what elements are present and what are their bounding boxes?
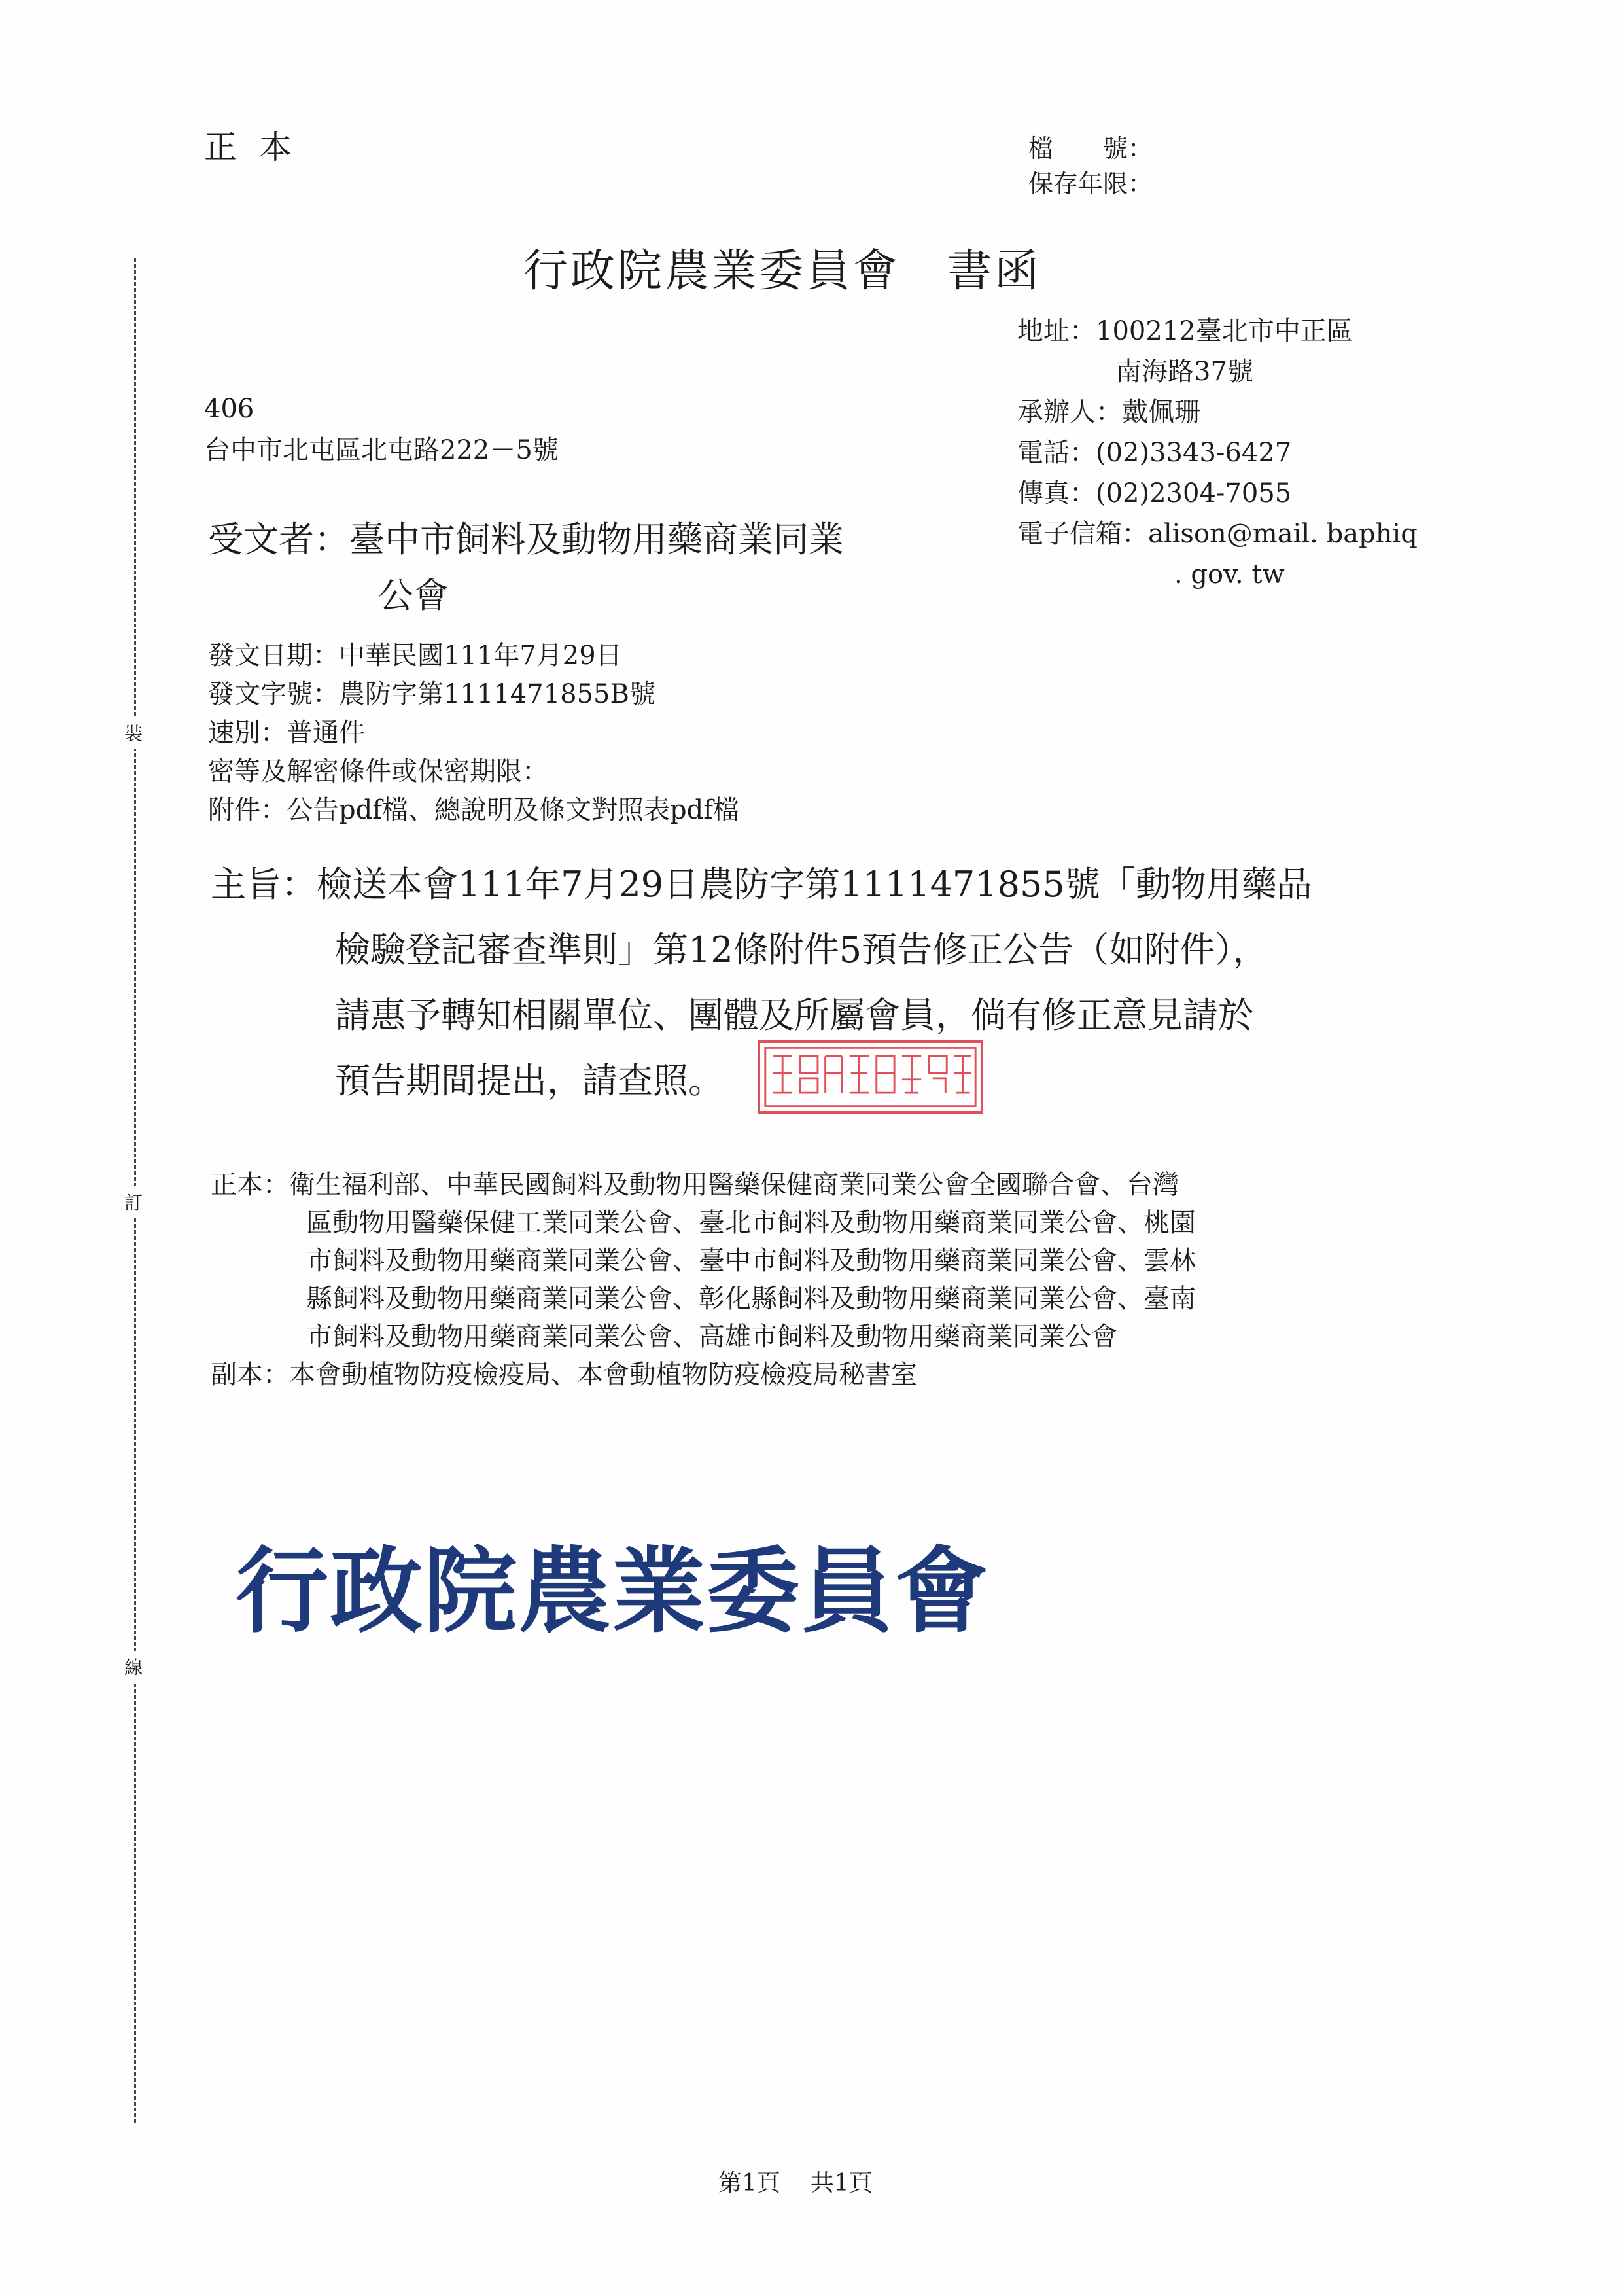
official-seal bbox=[758, 1040, 983, 1114]
binding-mark-ding: 訂 bbox=[124, 1186, 143, 1218]
document-info bbox=[208, 637, 739, 830]
distribution-block bbox=[211, 1166, 1196, 1394]
sender-contact-block bbox=[1017, 311, 1418, 595]
handler-label: 承辦人： bbox=[1017, 397, 1122, 427]
fax-number: (02)2304-7055 bbox=[1096, 478, 1292, 508]
copy-type-label: 正本 bbox=[204, 128, 314, 166]
secrecy-level: 密等及解密條件或保密期限： bbox=[208, 756, 548, 786]
email-label: 電子信箱： bbox=[1017, 519, 1148, 549]
document-title: 行政院農業委員會 書函 bbox=[523, 245, 1042, 297]
delivery-speed: 速別：普通件 bbox=[208, 718, 365, 748]
recipient-name-line-1: 臺中市飼料及動物用藥商業同業 bbox=[349, 519, 844, 560]
recipient-block bbox=[208, 512, 844, 624]
subject-line-4: 預告期間提出，請查照。 bbox=[335, 1060, 724, 1101]
original-recipients-line-3: 市飼料及動物用藥商業同業公會、臺中市飼料及動物用藥商業同業公會、雲林 bbox=[306, 1246, 1196, 1276]
subject-line-2: 檢驗登記審查準則」第12條附件5預告修正公告（如附件）， bbox=[335, 929, 1268, 970]
binding-mark-xian: 線 bbox=[124, 1651, 143, 1682]
address-line-1: 100212臺北市中正區 bbox=[1096, 316, 1353, 346]
subject-line-1: 檢送本會111年7月29日農防字第1111471855號「動物用藥品 bbox=[317, 864, 1312, 905]
issue-date: 發文日期：中華民國111年7月29日 bbox=[208, 641, 622, 671]
handler-name: 戴佩珊 bbox=[1122, 397, 1200, 427]
agency-name-stamp: 行政院農業委員會 bbox=[236, 1538, 989, 1646]
subject-line-3: 請惠予轉知相關單位、團體及所屬會員，倘有修正意見請於 bbox=[335, 995, 1253, 1036]
retention-label: 保存年限： bbox=[1028, 169, 1153, 198]
total-pages: 共1頁 bbox=[810, 2170, 873, 2197]
original-recipients-line-5: 市飼料及動物用藥商業同業公會、高雄市飼料及動物用藥商業同業公會 bbox=[306, 1322, 1117, 1352]
email-line-1: alison@mail. baphiq bbox=[1148, 519, 1418, 549]
phone-label: 電話： bbox=[1017, 438, 1096, 468]
document-number: 發文字號：農防字第1111471855B號 bbox=[208, 679, 655, 709]
subject-label: 主旨： bbox=[211, 864, 317, 905]
recipient-name-line-2: 公會 bbox=[378, 575, 449, 616]
file-meta bbox=[1028, 131, 1153, 202]
file-number-label: 檔 號： bbox=[1028, 134, 1153, 163]
original-recipients-label: 正本： bbox=[211, 1170, 289, 1200]
original-recipients-line-2: 區動物用醫藥保健工業同業公會、臺北市飼料及動物用藥商業同業公會、桃園 bbox=[306, 1208, 1196, 1238]
fax-label: 傳真： bbox=[1017, 478, 1096, 508]
receiver-zip: 406 bbox=[204, 394, 254, 424]
attachments: 附件：公告pdf檔、總說明及條文對照表pdf檔 bbox=[208, 795, 740, 825]
binding-mark-zhuang: 裝 bbox=[124, 717, 143, 749]
current-page: 第1頁 bbox=[718, 2170, 780, 2197]
page-number bbox=[718, 2164, 873, 2198]
original-recipients-line-1: 衛生福利部、中華民國飼料及動物用醫藥保健商業同業公會全國聯合會、台灣 bbox=[289, 1170, 1179, 1200]
phone-number: (02)3343-6427 bbox=[1096, 438, 1292, 468]
receiver-address: 台中市北屯區北屯路222－5號 bbox=[204, 435, 559, 465]
copy-recipients: 副本：本會動植物防疫檢疫局、本會動植物防疫檢疫局秘書室 bbox=[211, 1360, 917, 1390]
address-label: 地址： bbox=[1017, 316, 1096, 346]
original-recipients-line-4: 縣飼料及動物用藥商業同業公會、彰化縣飼料及動物用藥商業同業公會、臺南 bbox=[306, 1284, 1196, 1314]
address-line-2: 南海路37號 bbox=[1115, 357, 1253, 387]
recipient-label: 受文者： bbox=[208, 519, 349, 560]
email-line-2: . gov. tw bbox=[1174, 559, 1285, 590]
